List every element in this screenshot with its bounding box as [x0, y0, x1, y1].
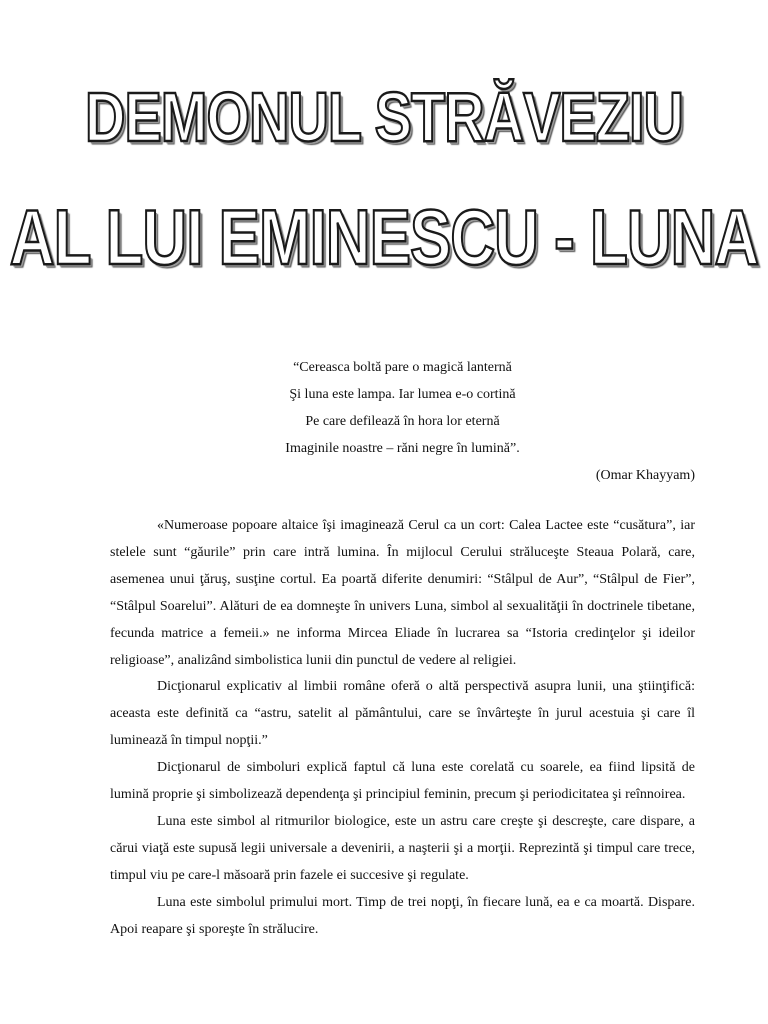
poem-line: Pe care defilează în hora lor eternă [305, 414, 500, 429]
title-line-1: DEMONUL STRĂVEZIU [85, 77, 683, 156]
poem-attribution: (Omar Khayyam) [595, 468, 695, 483]
poem-line: Şi luna este lampa. Iar lumea e-o cortină [289, 387, 516, 402]
body-text [110, 513, 695, 944]
epigraph-poem [110, 354, 695, 489]
title-line-2: AL LUI EMINESCU - LUNA [9, 195, 759, 282]
paragraph: Luna este simbol al ritmurilor biologice, este un astru care creşte şi descreşte, care dispare, a cărui viaţă este supusă legii universale a devenirii, a naşterii şi a morţii. Reprezintă şi timpul care trece, timpul viu pe care-l măsoară prin fazele ei succesive şi regulate. [110, 813, 695, 883]
paragraph: «Numeroase popoare altaice îşi imaginează Cerul ca un cort: Calea Lactee este “cusătura”, iar stelele sunt “găurile” prin care intră lumina. În mijlocul Cerului străluceşte Steaua Polară, care, asemenea unui ţăruş, susţine cortul. Ea poartă diferite denumiri: “Stâlpul de Aur”, “Stâlpul de Fier”, “Stâlpul Soarelui”. Alături de ea domneşte în univers Luna, simbol al sexualităţii în doctrinele tibetane, fecunda matrice a femeii.» ne informa Mircea Eliade în lucrarea sa “Istoria credinţelor şi ideilor religioase”, analizând simbolistica lunii din punctul de vedere al religiei. [110, 518, 695, 668]
poem-line: “Cereasca boltă pare o magică lanternă [293, 360, 512, 375]
poem-line: Imaginile noastre – răni negre în lumină”. [285, 441, 520, 456]
paragraph: Dicţionarul de simboluri explică faptul că luna este corelată cu soarele, ea fiind lipsită de lumină proprie şi simbolizează dependenţa şi principiul feminin, precum şi periodicitatea şi reînnoirea. [110, 760, 695, 803]
paragraph: Luna este simbolul primului mort. Timp de trei nopţi, în fiecare lună, ea e ca moartă. Dispare. Apoi reapare şi sporeşte în strălucire. [110, 894, 695, 937]
paragraph: Dicţionarul explicativ al limbii române oferă o altă perspectivă asupra lunii, una ştiinţifică: aceasta este definită ca “astru, satelit al pământului, care se învârteşte în jurul acestuia şi care îl luminează în timpul nopţii.” [110, 679, 695, 749]
